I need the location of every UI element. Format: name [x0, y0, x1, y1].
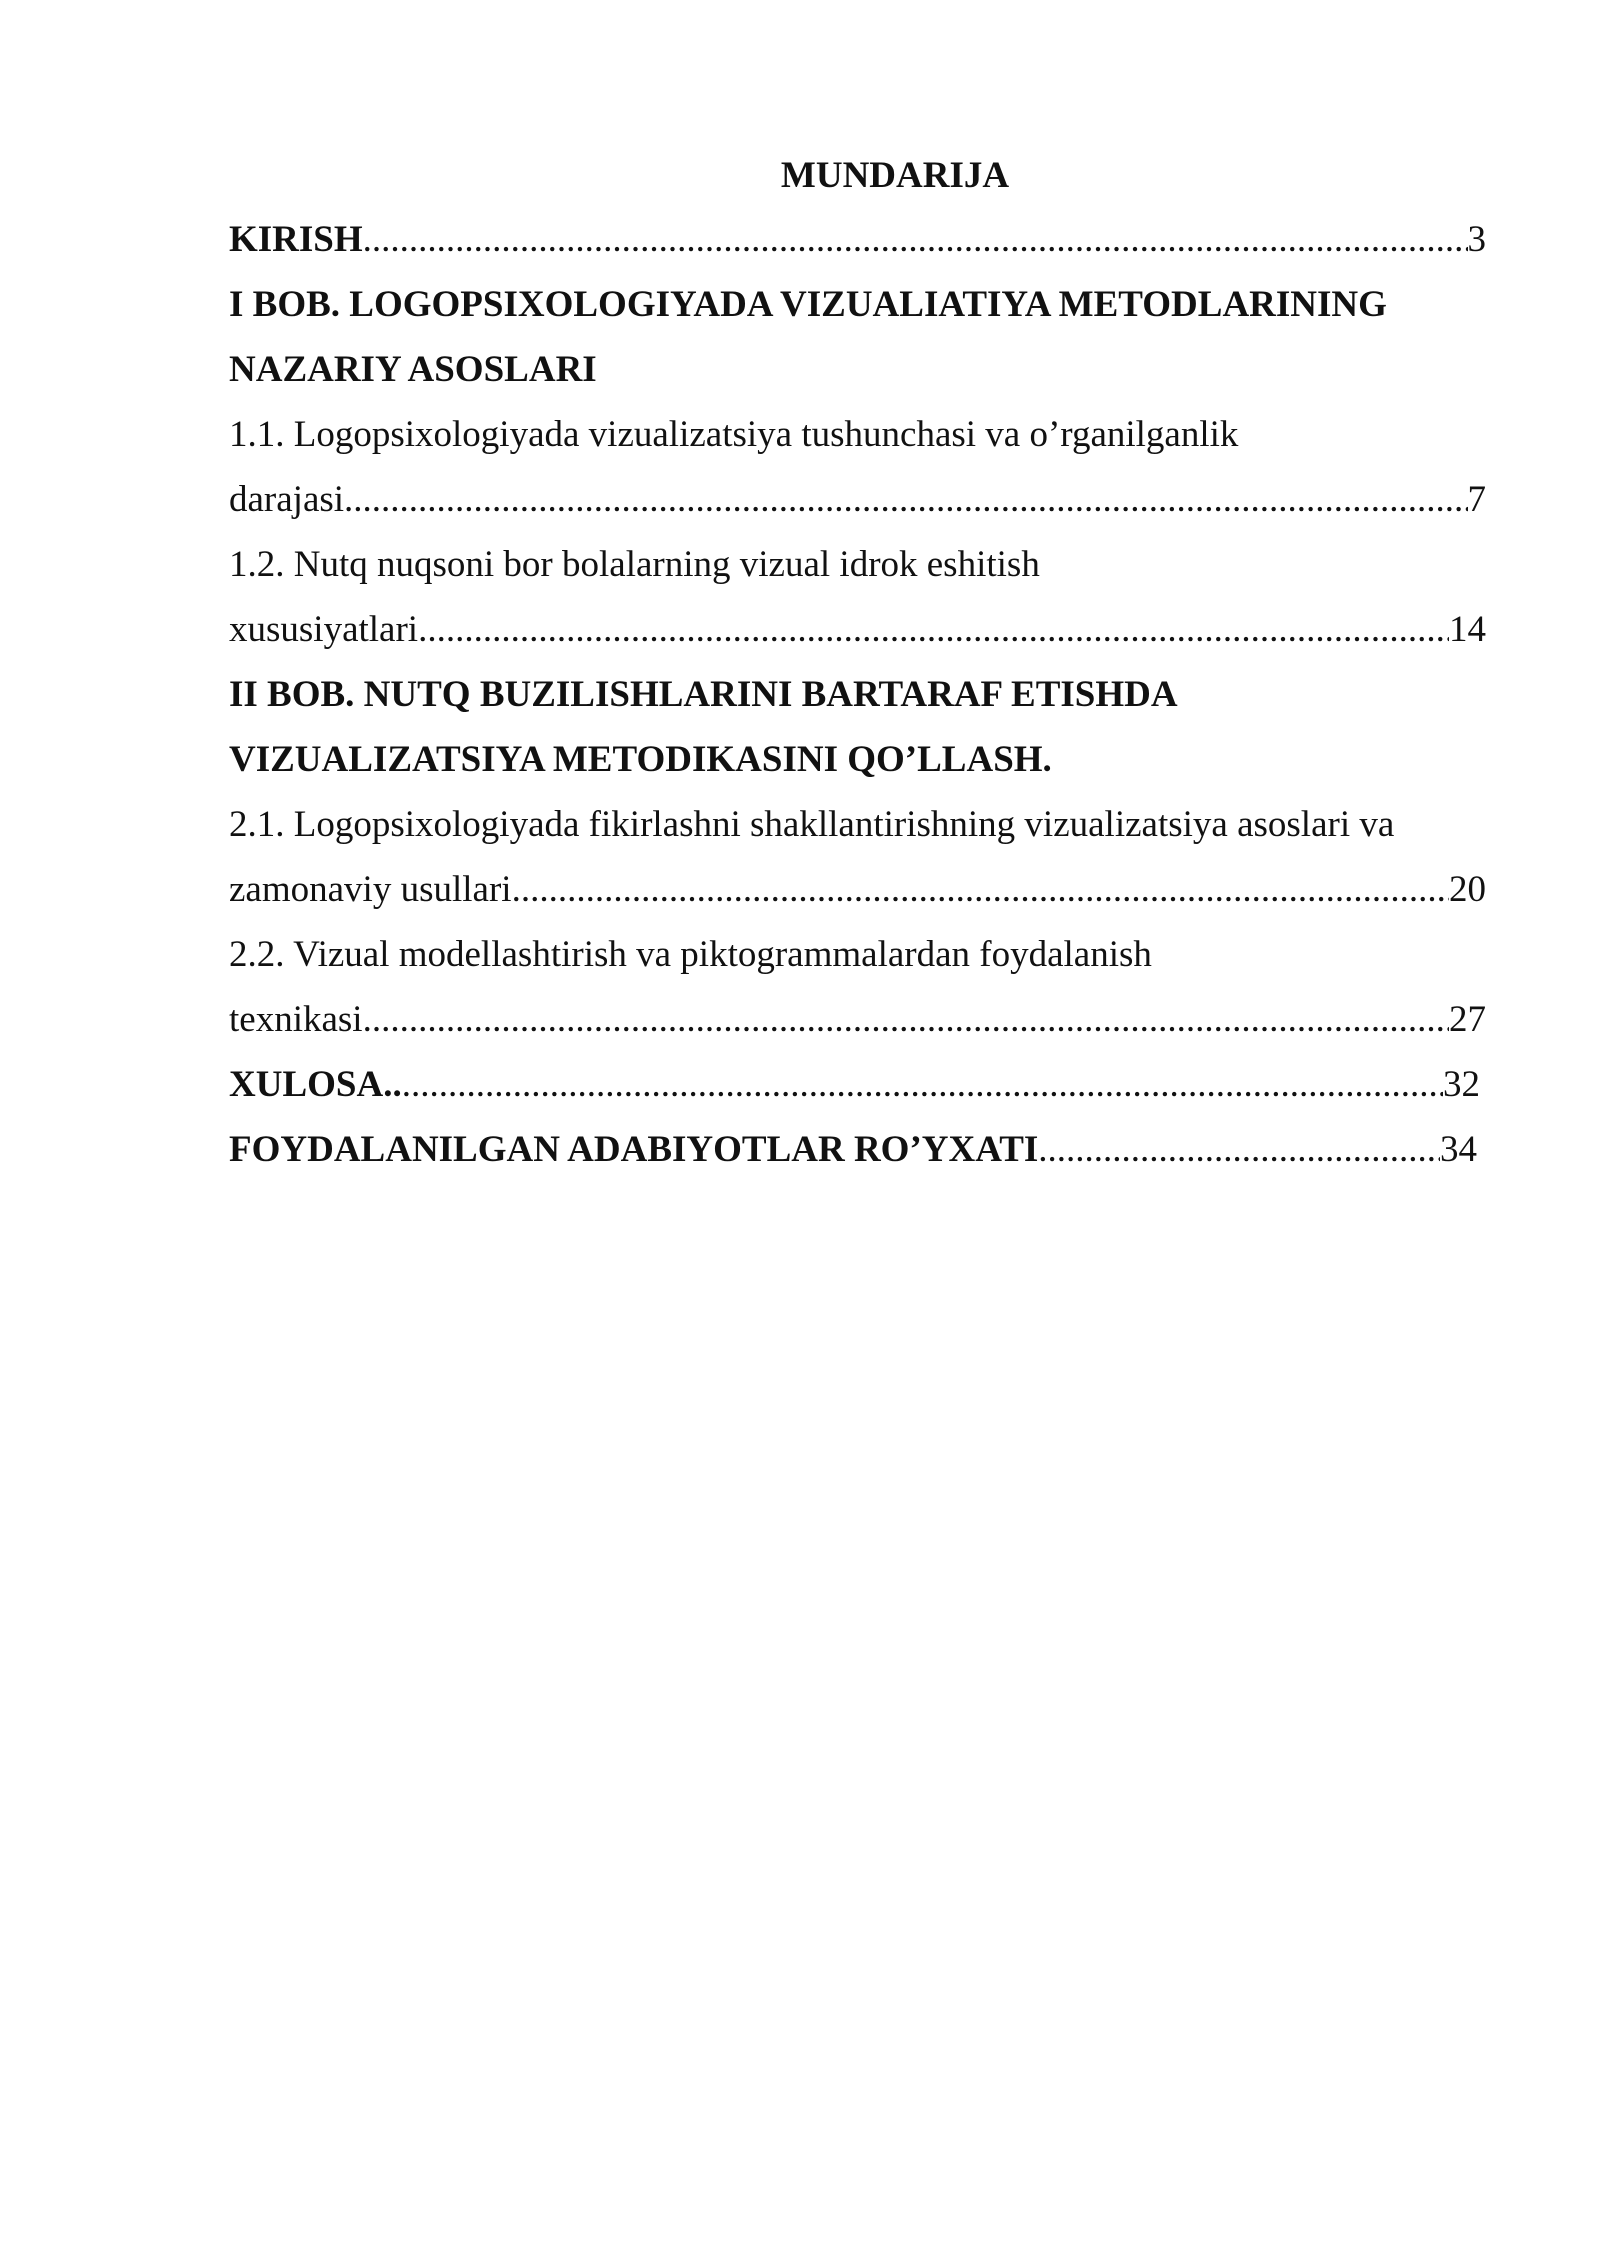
chapter-2-heading-line-1: II BOB. NUTQ BUZILISHLARINI BARTARAF ETISHDA [229, 674, 1178, 715]
toc-title: MUNDARIJA [780, 155, 1010, 196]
toc-page-number: 32 [1443, 1064, 1480, 1105]
dot-leader [363, 214, 1468, 266]
toc-entry-xulosa [229, 1059, 1480, 1111]
toc-entry-label: XULOSA.. [229, 1064, 402, 1105]
section-1-2-title: 1.2. Nutq nuqsoni bor bolalarning vizual idrok eshitish [229, 544, 1040, 585]
toc-entry-label: darajasi [229, 479, 345, 520]
toc-entry-label: zamonaviy usullari [229, 869, 512, 910]
dot-leader [363, 994, 1449, 1046]
toc-entry-label: KIRISH [229, 219, 363, 260]
section-2-1-title: 2.1. Logopsixologiyada fikirlashni shakllantirishning vizualizatsiya asoslari va [229, 804, 1395, 845]
toc-page-number: 7 [1467, 479, 1486, 520]
dot-leader [1038, 1124, 1440, 1176]
toc-entry-label: FOYDALANILGAN ADABIYOTLAR RO’YXATI [229, 1129, 1039, 1170]
toc-entry-label: xususiyatlari [229, 609, 419, 650]
toc-page-number: 20 [1449, 869, 1486, 910]
dot-leader [402, 1059, 1443, 1111]
chapter-2-heading-line-2: VIZUALIZATSIYA METODIKASINI QO’LLASH. [229, 739, 1052, 780]
section-1-1-title: 1.1. Logopsixologiyada vizualizatsiya tushunchasi va o’rganilganlik [229, 414, 1239, 455]
section-2-2-title: 2.2. Vizual modellashtirish va piktogrammalardan foydalanish [229, 934, 1152, 975]
chapter-1-heading-line-2: NAZARIY ASOSLARI [229, 349, 597, 390]
toc-entry-2-1 [229, 864, 1486, 916]
dot-leader [344, 474, 1467, 526]
toc-entry-2-2 [229, 994, 1486, 1046]
toc-page-number: 27 [1449, 999, 1486, 1040]
dot-leader [512, 864, 1449, 916]
toc-page-number: 34 [1440, 1129, 1477, 1170]
toc-entry-1-1 [229, 474, 1486, 526]
toc-page-number: 3 [1467, 219, 1486, 260]
toc-entry-references [229, 1124, 1477, 1176]
chapter-1-heading-line-1: I BOB. LOGOPSIXOLOGIYADA VIZUALIATIYA METODLARINING [229, 284, 1387, 325]
toc-entry-label: texnikasi [229, 999, 363, 1040]
dot-leader [418, 604, 1449, 656]
toc-entry-kirish [229, 214, 1486, 266]
toc-page-number: 14 [1449, 609, 1486, 650]
toc-entry-1-2 [229, 604, 1486, 656]
